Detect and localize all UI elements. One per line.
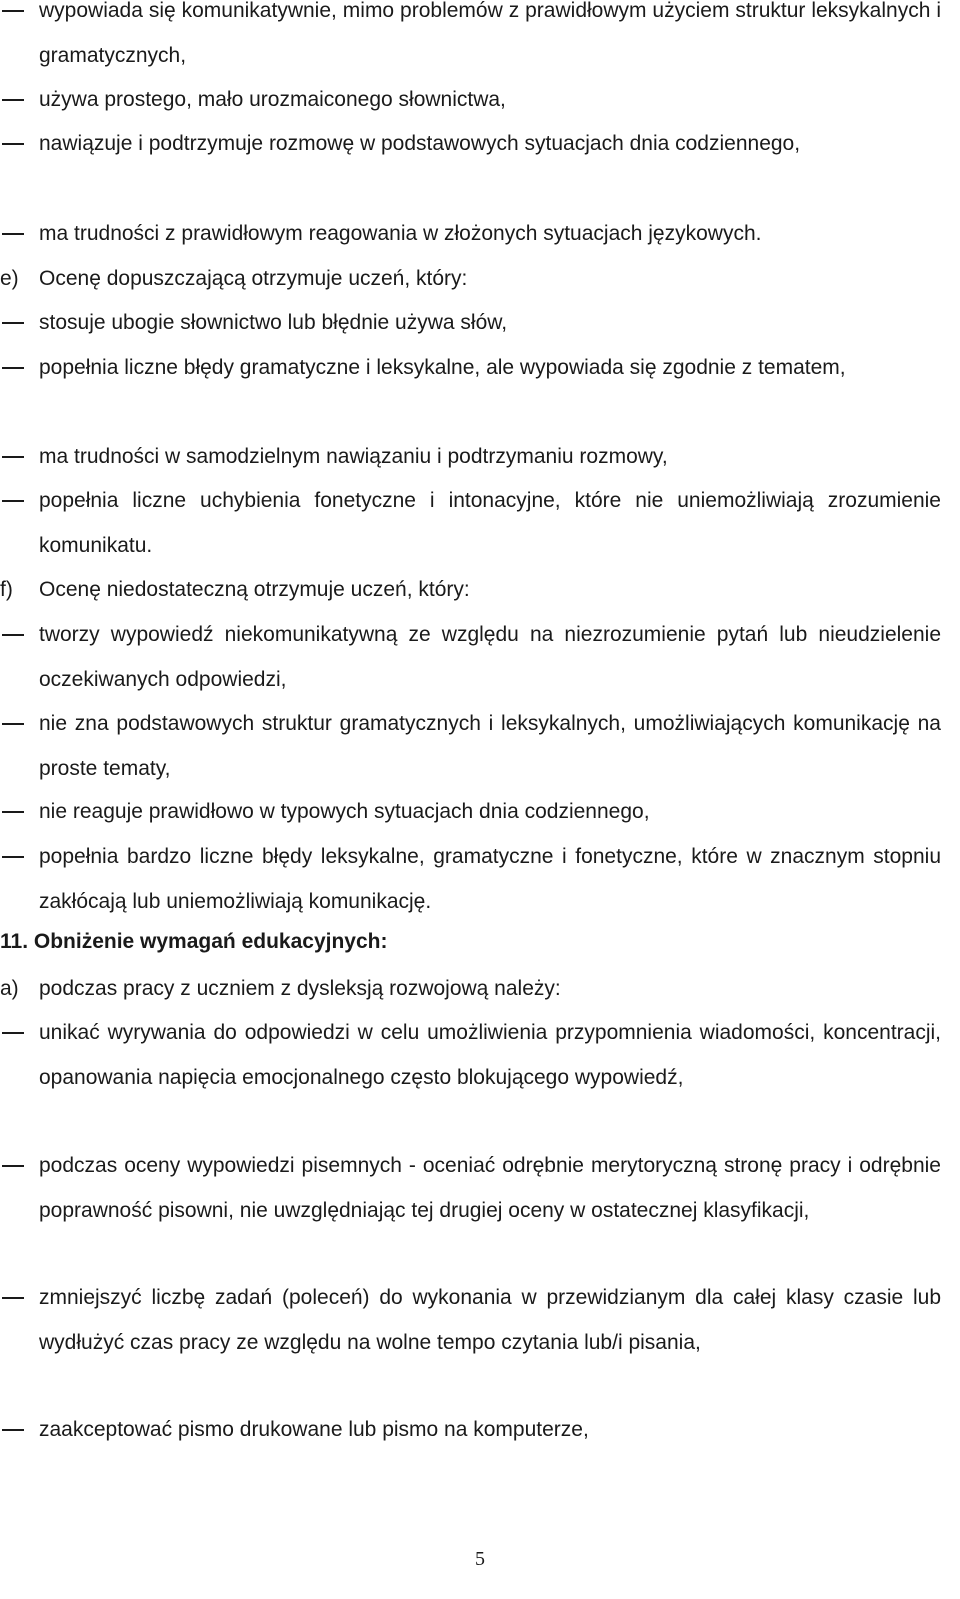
dash-bullet-icon — [2, 456, 24, 458]
dash-bullet-icon — [2, 1032, 24, 1034]
list-item-text: wypowiada się komunikatywnie, mimo problemów z prawidłowym użyciem struktur leksykalnych i gramatycznych, — [39, 0, 941, 67]
section-heading: Ocenę dopuszczającą otrzymuje uczeń, który: — [39, 267, 468, 290]
dash-bullet-icon — [2, 143, 24, 145]
list-item-text: podczas oceny wypowiedzi pisemnych - oceniać odrębnie merytoryczną stronę pracy i odrębnie poprawność pisowni, nie uwzględniając tej drugiej oceny w ostatecznej klasyfikacji, — [39, 1154, 941, 1222]
list-item-text: używa prostego, mało urozmaiconego słownictwa, — [39, 88, 506, 111]
dash-bullet-icon — [2, 1165, 24, 1167]
dash-bullet-icon — [2, 856, 24, 858]
list-item-text: zaakceptować pismo drukowane lub pismo na komputerze, — [39, 1418, 589, 1441]
dash-bullet-icon — [2, 99, 24, 101]
dash-bullet-icon — [2, 1429, 24, 1431]
list-item-text: popełnia liczne uchybienia fonetyczne i intonacyjne, które nie uniemożliwiają zrozumienie komunikatu. — [39, 489, 941, 557]
dash-bullet-icon — [2, 10, 24, 12]
dash-bullet-icon — [2, 634, 24, 636]
dash-bullet-icon — [2, 500, 24, 502]
dash-bullet-icon — [2, 723, 24, 725]
section-label: f) — [0, 578, 13, 601]
section-heading: Ocenę niedostateczną otrzymuje uczeń, który: — [39, 578, 470, 601]
page-number: 5 — [475, 1548, 485, 1570]
list-item-text: stosuje ubogie słownictwo lub błędnie używa słów, — [39, 311, 508, 334]
dash-bullet-icon — [2, 233, 24, 235]
section-heading: podczas pracy z uczniem z dysleksją rozwojową należy: — [39, 977, 561, 1000]
list-item-text: zmniejszyć liczbę zadań (poleceń) do wykonania w przewidzianym dla całej klasy czasie lub wydłużyć czas pracy ze względu na wolne tempo czytania lub/i pisania, — [39, 1286, 941, 1354]
list-item-text: nawiązuje i podtrzymuje rozmowę w podstawowych sytuacjach dnia codziennego, — [39, 132, 801, 155]
list-item-text: nie zna podstawowych struktur gramatycznych i leksykalnych, umożliwiających komunikację na proste tematy, — [39, 712, 941, 780]
list-item-text: tworzy wypowiedź niekomunikatywną ze względu na niezrozumienie pytań lub nieudzielenie oczekiwanych odpowiedzi, — [39, 623, 941, 691]
list-item-text: nie reaguje prawidłowo w typowych sytuacjach dnia codziennego, — [39, 800, 650, 823]
section-heading: 11. Obniżenie wymagań edukacyjnych: — [0, 930, 388, 953]
list-item-text: popełnia liczne błędy gramatyczne i leksykalne, ale wypowiada się zgodnie z tematem, — [39, 356, 846, 379]
section-label: a) — [0, 977, 19, 1000]
dash-bullet-icon — [2, 1297, 24, 1299]
list-item-text: popełnia bardzo liczne błędy leksykalne, gramatyczne i fonetyczne, które w znacznym stopniu zakłócają lub uniemożliwiają komunikację. — [39, 845, 941, 913]
list-item-text: ma trudności w samodzielnym nawiązaniu i podtrzymaniu rozmowy, — [39, 445, 668, 468]
dash-bullet-icon — [2, 367, 24, 369]
list-item-text: ma trudności z prawidłowym reagowania w złożonych sytuacjach językowych. — [39, 222, 762, 245]
dash-bullet-icon — [2, 322, 24, 324]
list-item-text: unikać wyrywania do odpowiedzi w celu umożliwienia przypomnienia wiadomości, koncentracji, opanowania napięcia emocjonalnego często blokującego wypowiedź, — [39, 1021, 941, 1089]
dash-bullet-icon — [2, 811, 24, 813]
section-label: e) — [0, 267, 19, 290]
